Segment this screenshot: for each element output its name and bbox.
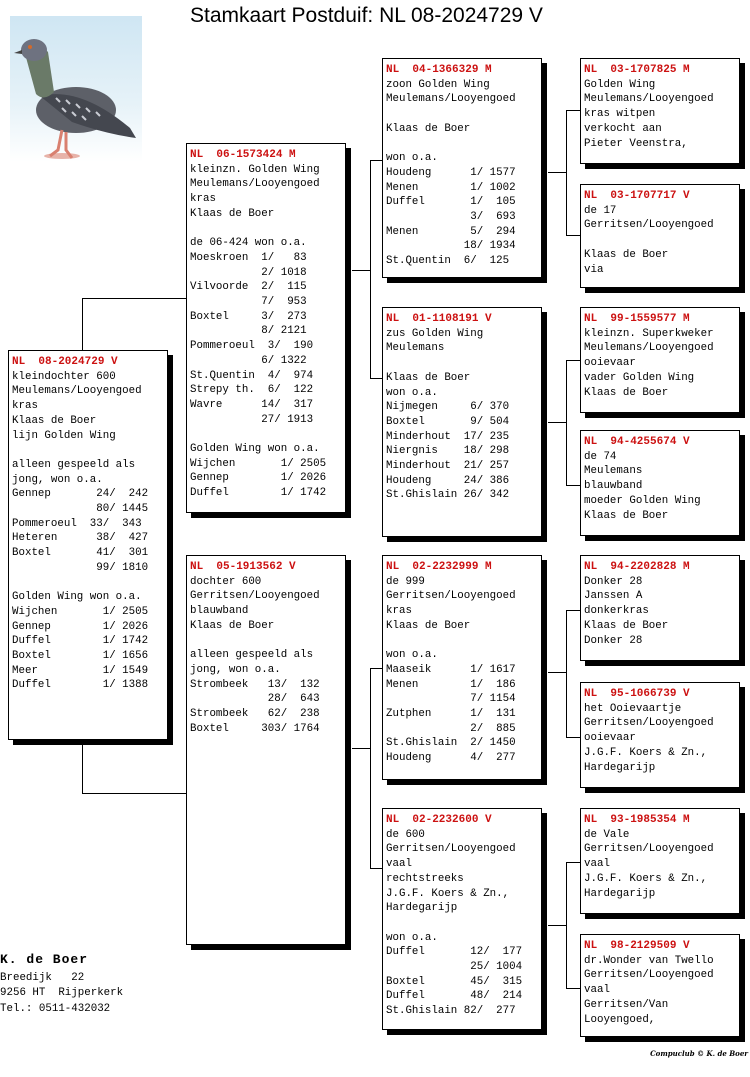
connector-to-ffm: [566, 235, 580, 236]
card-lines: [12, 370, 164, 693]
pedigree-card-fm: [382, 307, 542, 537]
ring-number: NL 99-1559577 M: [584, 313, 690, 325]
connector-ff-v: [566, 110, 567, 235]
card-line: Nijmegen 6/ 370: [386, 401, 510, 414]
card-line: Houdeng 4/ 277: [386, 752, 516, 765]
card-line: 80/ 1445: [12, 503, 149, 516]
ring-number: NL 01-1108191 V: [386, 313, 492, 325]
card-line: Gerritsen/Looyengoed: [386, 590, 516, 603]
card-line: Gerritsen/Looyengoed: [584, 969, 714, 982]
connector-mf-out: [548, 672, 566, 673]
connector-to-mf: [370, 668, 382, 669]
card-line: Klaas de Boer: [584, 248, 669, 261]
card-line: Hardegarijp: [386, 902, 458, 915]
connector-to-mmm: [566, 988, 580, 989]
connector-mother-out: [352, 748, 370, 749]
card-line: [190, 222, 342, 237]
card-line: de Vale: [584, 828, 630, 841]
pedigree-card-mm: [382, 808, 542, 1030]
card-line: [386, 916, 538, 931]
card-line: Meulemans/Looyengoed: [190, 178, 320, 191]
connector-to-mm: [370, 868, 382, 869]
ring-number: NL 94-2202828 M: [584, 561, 690, 573]
card-line: Klaas de Boer: [386, 122, 471, 135]
card-line: Gennep 1/ 2026: [12, 620, 149, 633]
pedigree-card-mother: [186, 555, 346, 945]
card-lines: [584, 575, 736, 649]
card-lines: [190, 163, 342, 501]
connector-father-v: [370, 160, 371, 378]
connector-to-mmf: [566, 862, 580, 863]
card-line: de 06-424 won o.a.: [190, 237, 307, 250]
card-line: won o.a.: [386, 649, 438, 662]
card-line: kras: [386, 605, 412, 618]
card-line: Duffel 12/ 177: [386, 946, 523, 959]
card-line: Meulemans/Looyengoed: [584, 93, 714, 106]
card-line: won o.a.: [386, 386, 438, 399]
card-line: moeder Golden Wing: [584, 494, 701, 507]
connector-subject-father-h: [82, 298, 186, 299]
card-line: via: [584, 263, 604, 276]
card-line: vaal: [386, 858, 412, 871]
card-line: de 74: [584, 450, 617, 463]
card-line: 18/ 1934: [386, 240, 516, 253]
card-line: Boxtel 41/ 301: [12, 547, 149, 560]
card-line: donkerkras: [584, 605, 649, 618]
card-line: Wijchen 1/ 2505: [12, 605, 149, 618]
connector-mm-v: [566, 862, 567, 988]
ring-number: NL 02-2232999 M: [386, 561, 492, 573]
card-lines: [386, 78, 538, 269]
card-line: Boxtel 45/ 315: [386, 975, 523, 988]
card-line: [386, 356, 538, 371]
card-line: Menen 5/ 294: [386, 225, 516, 238]
card-line: kleinzn. Superkweker: [584, 327, 714, 340]
ring-number: NL 04-1366329 M: [386, 64, 492, 76]
pedigree-card-mff: [580, 555, 740, 661]
owner-city: 9256 HT Rijperkerk: [0, 987, 124, 999]
card-line: Duffel 48/ 214: [386, 990, 523, 1003]
card-line: Houdeng 1/ 1577: [386, 166, 516, 179]
card-line: Golden Wing won o.a.: [190, 443, 320, 456]
card-line: Duffel 1/ 105: [386, 196, 516, 209]
card-line: Hardegarijp: [584, 761, 656, 774]
card-line: Janssen A: [584, 590, 643, 603]
connector-subject-father-v: [82, 298, 83, 352]
card-line: Donker 28: [584, 634, 643, 647]
card-line: Wavre 14/ 317: [190, 398, 314, 411]
card-line: Pommeroeul 33/ 343: [12, 517, 142, 530]
pigeon-eye: [28, 45, 32, 49]
card-line: Klaas de Boer: [12, 414, 97, 427]
card-line: alleen gespeeld als: [12, 458, 136, 471]
card-line: 2/ 1018: [190, 266, 307, 279]
pigeon-photo: [10, 16, 142, 162]
card-line: Menen 1/ 1002: [386, 181, 516, 194]
card-line: verkocht aan: [584, 122, 662, 135]
card-line: [12, 576, 164, 591]
card-line: Duffel 1/ 1388: [12, 679, 149, 692]
card-line: Duffel 1/ 1742: [12, 635, 149, 648]
owner-name: K. de Boer: [0, 952, 89, 967]
card-line: [386, 137, 538, 152]
card-line: jong, won o.a.: [190, 663, 281, 676]
card-line: Maaseik 1/ 1617: [386, 663, 516, 676]
card-line: St.Ghislain 2/ 1450: [386, 737, 516, 750]
card-line: Strepy th. 6/ 122: [190, 384, 314, 397]
card-line: Gennep 24/ 242: [12, 488, 149, 501]
card-line: ooievaar: [584, 732, 636, 745]
card-line: 2/ 885: [386, 722, 516, 735]
card-line: Klaas de Boer: [190, 619, 275, 632]
connector-mother-v: [370, 668, 371, 868]
card-line: Pommeroeul 3/ 190: [190, 340, 314, 353]
card-line: vaal: [584, 984, 610, 997]
card-line: Boxtel 1/ 1656: [12, 650, 149, 663]
card-line: 28/ 643: [190, 693, 320, 706]
card-line: de 999: [386, 575, 425, 588]
connector-to-fmm: [566, 485, 580, 486]
card-line: Donker 28: [584, 575, 643, 588]
connector-to-fmf: [566, 360, 580, 361]
card-line: vader Golden Wing: [584, 371, 695, 384]
card-line: alleen gespeeld als: [190, 649, 314, 662]
card-line: Meulemans/Looyengoed: [12, 385, 142, 398]
card-line: Menen 1/ 186: [386, 678, 516, 691]
connector-to-ff: [370, 160, 382, 161]
card-line: Boxtel 303/ 1764: [190, 722, 320, 735]
ring-number: NL 08-2024729 V: [12, 356, 118, 368]
card-lines: [386, 327, 538, 503]
connector-mf-v: [566, 610, 567, 737]
card-line: Gennep 1/ 2026: [190, 472, 327, 485]
card-line: Meulemans/Looyengoed: [386, 93, 516, 106]
card-line: J.G.F. Koers & Zn.,: [584, 872, 708, 885]
connector-father-out: [352, 270, 370, 271]
card-line: Golden Wing: [584, 78, 656, 91]
card-line: won o.a.: [386, 931, 438, 944]
card-line: kleindochter 600: [12, 370, 116, 383]
card-line: Boxtel 9/ 504: [386, 415, 510, 428]
card-line: Wijchen 1/ 2505: [190, 457, 327, 470]
card-line: 27/ 1913: [190, 413, 314, 426]
connector-to-fm: [370, 378, 382, 379]
card-line: Meer 1/ 1549: [12, 664, 149, 677]
card-lines: [584, 954, 736, 1028]
card-line: Minderhout 17/ 235: [386, 430, 510, 443]
pigeon-toes: [44, 153, 80, 159]
card-line: Zutphen 1/ 131: [386, 708, 516, 721]
card-line: Moeskroen 1/ 83: [190, 251, 307, 264]
pedigree-card-mf: [382, 555, 542, 780]
card-line: blauwband: [190, 605, 249, 618]
page-title: Stamkaart Postduif: NL 08-2024729 V: [190, 4, 543, 27]
card-line: [190, 634, 342, 649]
card-lines: [584, 204, 736, 278]
card-line: Houdeng 24/ 386: [386, 474, 510, 487]
card-line: de 17: [584, 204, 617, 217]
card-line: 3/ 693: [386, 211, 516, 223]
card-line: Strombeek 62/ 238: [190, 708, 320, 721]
pedigree-card-ffm: [580, 184, 740, 288]
card-line: [386, 634, 538, 649]
ring-number: NL 93-1985354 M: [584, 814, 690, 826]
connector-ff-out: [548, 172, 566, 173]
card-line: Gerritsen/Looyengoed: [584, 843, 714, 856]
card-line: Gerritsen/Looyengoed: [584, 219, 714, 232]
card-line: J.G.F. Koers & Zn.,: [386, 887, 510, 900]
card-line: Klaas de Boer: [584, 509, 669, 522]
card-line: zoon Golden Wing: [386, 78, 490, 91]
connector-fm-v: [566, 360, 567, 485]
card-line: blauwband: [584, 480, 643, 493]
card-line: Klaas de Boer: [584, 386, 669, 399]
pedigree-card-subject: [8, 350, 168, 740]
card-line: Vilvoorde 2/ 115: [190, 281, 307, 294]
connector-to-fff: [566, 110, 580, 111]
card-line: kras: [190, 193, 216, 206]
card-line: rechtstreeks: [386, 872, 464, 885]
card-line: [12, 443, 164, 458]
card-line: Gerritsen/Looyengoed: [584, 717, 714, 730]
ring-number: NL 02-2232600 V: [386, 814, 492, 826]
card-line: Boxtel 3/ 273: [190, 310, 307, 323]
ring-number: NL 03-1707825 M: [584, 64, 690, 76]
card-line: Gerritsen/Looyengoed: [386, 843, 516, 856]
card-line: lijn Golden Wing: [12, 429, 116, 442]
card-line: Klaas de Boer: [190, 207, 275, 220]
pedigree-card-mmf: [580, 808, 740, 914]
credit-text: Compuclub © K. de Boer: [650, 1049, 748, 1058]
owner-address: [0, 952, 123, 1017]
card-line: de 600: [386, 828, 425, 841]
pigeon-head: [21, 39, 47, 61]
connector-fm-out: [548, 422, 566, 423]
card-line: 8/ 2121: [190, 325, 307, 338]
ring-number: NL 95-1066739 V: [584, 688, 690, 700]
card-line: kras: [12, 400, 38, 413]
ring-number: NL 94-4255674 V: [584, 436, 690, 448]
card-line: Strombeek 13/ 132: [190, 678, 320, 691]
pigeon-icon: [10, 16, 142, 162]
card-line: [190, 427, 342, 442]
card-line: St.Quentin 4/ 974: [190, 369, 314, 382]
card-line: [584, 233, 736, 248]
card-lines: [584, 702, 736, 776]
card-line: Duffel 1/ 1742: [190, 487, 327, 500]
card-line: Hardegarijp: [584, 887, 656, 900]
card-line: 7/ 1154: [386, 693, 516, 706]
pedigree-card-fmf: [580, 307, 740, 413]
connector-mm-out: [548, 925, 566, 926]
pedigree-card-mfm: [580, 682, 740, 788]
card-line: kras witpen: [584, 108, 656, 121]
connector-to-mfm: [566, 737, 580, 738]
card-lines: [386, 828, 538, 1019]
pedigree-card-fmm: [580, 430, 740, 536]
card-line: Pieter Veenstra,: [584, 137, 688, 150]
connector-subject-mother-v: [82, 740, 83, 793]
card-line: Meulemans: [386, 342, 445, 355]
card-lines: [386, 575, 538, 766]
card-line: ooievaar: [584, 357, 636, 370]
card-lines: [584, 450, 736, 524]
card-line: vaal: [584, 858, 610, 871]
pedigree-card-fff: [580, 58, 740, 164]
card-line: Heteren 38/ 427: [12, 532, 149, 545]
card-line: Klaas de Boer: [584, 619, 669, 632]
card-lines: [584, 828, 736, 902]
pigeon-beak: [14, 50, 22, 54]
connector-to-mff: [566, 610, 580, 611]
pedigree-card-father: [186, 143, 346, 513]
card-line: zus Golden Wing: [386, 327, 484, 340]
card-line: Meulemans: [584, 465, 643, 478]
owner-street: Breedijk 22: [0, 971, 85, 984]
pedigree-card-mmm: [580, 934, 740, 1037]
card-line: Niergnis 18/ 298: [386, 445, 510, 458]
card-line: Looyengoed,: [584, 1013, 656, 1026]
card-line: Meulemans/Looyengoed: [584, 342, 714, 355]
ring-number: NL 98-2129509 V: [584, 940, 690, 952]
card-line: het Ooievaartje: [584, 702, 682, 715]
pedigree-card-ff: [382, 58, 542, 278]
card-line: 7/ 953: [190, 296, 307, 309]
card-line: 99/ 1810: [12, 561, 149, 574]
card-line: [386, 107, 538, 122]
card-line: 6/ 1322: [190, 354, 307, 367]
card-lines: [584, 78, 736, 152]
card-line: dr.Wonder van Twello: [584, 954, 714, 967]
card-line: J.G.F. Koers & Zn.,: [584, 746, 708, 759]
card-line: Klaas de Boer: [386, 619, 471, 632]
owner-phone: Tel.: 0511-432032: [0, 1002, 111, 1015]
ring-number: NL 03-1707717 V: [584, 190, 690, 202]
ring-number: NL 06-1573424 M: [190, 149, 296, 161]
card-line: won o.a.: [386, 152, 438, 165]
card-line: Golden Wing won o.a.: [12, 591, 142, 604]
card-lines: [190, 575, 342, 737]
card-line: St.Quentin 6/ 125: [386, 255, 510, 268]
card-line: jong, won o.a.: [12, 473, 103, 486]
card-line: Gerritsen/Van: [584, 998, 669, 1011]
card-line: Klaas de Boer: [386, 371, 471, 384]
card-line: 25/ 1004: [386, 961, 523, 974]
card-line: St.Ghislain 26/ 342: [386, 489, 510, 502]
connector-subject-mother-h: [82, 793, 186, 794]
card-line: Minderhout 21/ 257: [386, 460, 510, 473]
card-line: St.Ghislain 82/ 277: [386, 1005, 516, 1018]
card-line: kleinzn. Golden Wing: [190, 163, 320, 176]
card-lines: [584, 327, 736, 401]
card-line: dochter 600: [190, 575, 262, 588]
ring-number: NL 05-1913562 V: [190, 561, 296, 573]
card-line: Gerritsen/Looyengoed: [190, 590, 320, 603]
